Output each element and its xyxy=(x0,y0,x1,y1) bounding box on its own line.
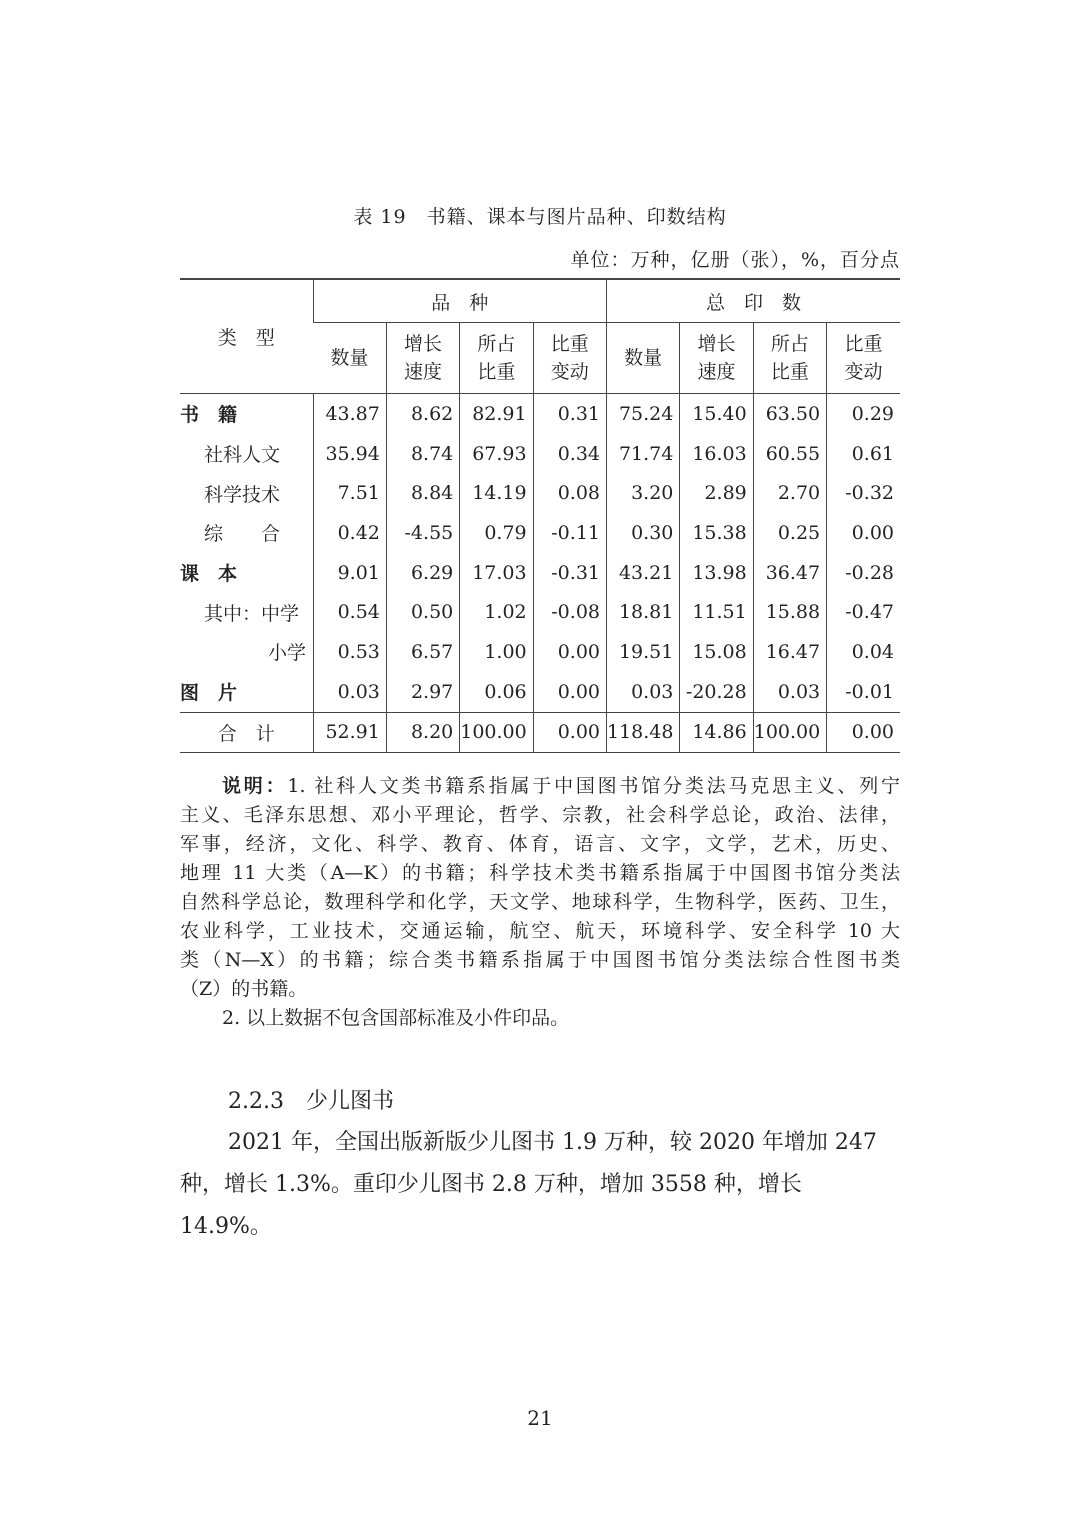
table-row xyxy=(180,632,900,672)
row-label: 其中：中学 xyxy=(204,602,300,625)
note-line xyxy=(180,859,900,888)
table-cell: 6.57 xyxy=(386,632,459,672)
note-line xyxy=(180,772,900,801)
sub-header-text: 增长 xyxy=(404,333,443,355)
table-cell: 0.79 xyxy=(460,513,533,553)
table-cell: 8.74 xyxy=(386,434,459,474)
table-cell: 0.42 xyxy=(313,513,386,553)
note-text: （Z）的书籍。 xyxy=(180,978,308,1000)
table-cell: 0.54 xyxy=(313,592,386,632)
sub-header-text: 速度 xyxy=(697,361,736,383)
table-cell: 75.24 xyxy=(607,394,680,434)
table-cell: 15.40 xyxy=(680,394,753,434)
table-cell: 7.51 xyxy=(313,473,386,513)
table-cell: 0.03 xyxy=(607,672,680,712)
note-2: 2. 以上数据不包含国部标准及小件印品。 xyxy=(222,1007,570,1029)
table-cell: 0.00 xyxy=(533,712,606,753)
note-text: 军事，经济，文化、科学、教育、体育，语言、文字，文学，艺术，历史、 xyxy=(180,833,900,855)
table-row xyxy=(180,592,900,632)
table-cell: 19.51 xyxy=(607,632,680,672)
sub-header-text: 所占 xyxy=(770,333,809,355)
note-text: 类（N—X）的书籍；综合类书籍系指属于中国图书馆分类法综合性图书类 xyxy=(180,949,900,971)
table-cell: 3.20 xyxy=(607,473,680,513)
sub-header-text: 比重 xyxy=(770,361,809,383)
sub-header xyxy=(607,323,680,394)
table-cell: -0.28 xyxy=(827,553,900,593)
table-row xyxy=(180,513,900,553)
table-cell: 100.00 xyxy=(460,712,533,753)
note-text: 地理 11 大类（A—K）的书籍；科学技术类书籍系指属于中国图书馆分类法 xyxy=(180,862,900,884)
sub-header xyxy=(460,323,533,394)
row-label: 综 合 xyxy=(204,523,281,546)
sub-header xyxy=(386,323,459,394)
note-line xyxy=(180,917,900,946)
table-cell: 14.19 xyxy=(460,473,533,513)
table-cell: 18.81 xyxy=(607,592,680,632)
sub-header xyxy=(753,323,826,394)
table-row xyxy=(180,434,900,474)
table-cell: 60.55 xyxy=(753,434,826,474)
sub-header xyxy=(680,323,753,394)
row-label: 社科人文 xyxy=(204,444,281,467)
table-cell: 100.00 xyxy=(753,712,826,753)
table-cell: 36.47 xyxy=(753,553,826,593)
sub-header-text: 速度 xyxy=(404,361,443,383)
table-cell: 9.01 xyxy=(313,553,386,593)
table-cell: 0.34 xyxy=(533,434,606,474)
section-paragraph xyxy=(180,1122,900,1248)
table-cell: -0.31 xyxy=(533,553,606,593)
table-cell: 43.21 xyxy=(607,553,680,593)
table-cell: -0.11 xyxy=(533,513,606,553)
row-label: 书 籍 xyxy=(180,404,238,427)
note-line xyxy=(180,946,900,975)
table-cell: 0.00 xyxy=(533,672,606,712)
table-cell: 1.00 xyxy=(460,632,533,672)
note-label: 说明： xyxy=(222,775,288,797)
table-cell: 16.03 xyxy=(680,434,753,474)
table-cell: 82.91 xyxy=(460,394,533,434)
table-cell: 16.47 xyxy=(753,632,826,672)
table-cell: 15.38 xyxy=(680,513,753,553)
table-cell: 8.62 xyxy=(386,394,459,434)
table-row xyxy=(180,394,900,434)
sub-header-text: 变动 xyxy=(844,361,883,383)
group-header-prints: 总 印 数 xyxy=(607,279,901,323)
note-text: 自然科学总论，数理科学和化学，天文学、地球科学，生物科学，医药、卫生， xyxy=(180,891,900,913)
data-table xyxy=(180,278,900,753)
paragraph-text: 2021 年，全国出版新版少儿图书 1.9 万种，较 2020 年增加 247 种，增长 1.3%。重印少儿图书 2.8 万种，增加 3558 种，增长 14.9%。 xyxy=(180,1130,877,1239)
table-cell: 0.00 xyxy=(533,632,606,672)
table-cell: -0.32 xyxy=(827,473,900,513)
table-row xyxy=(180,553,900,593)
table-cell: 0.53 xyxy=(313,632,386,672)
sub-header xyxy=(827,323,900,394)
sub-header-text: 比重 xyxy=(844,333,883,355)
row-label: 课 本 xyxy=(180,563,238,586)
table-cell: 0.30 xyxy=(607,513,680,553)
table-cell: 2.89 xyxy=(680,473,753,513)
type-header: 类 型 xyxy=(180,279,313,394)
table-cell: 0.29 xyxy=(827,394,900,434)
table-cell: -0.08 xyxy=(533,592,606,632)
table-unit: 单位：万种，亿册（张），%，百分点 xyxy=(570,249,900,271)
sub-header-text: 数量 xyxy=(330,347,369,369)
table-cell: 2.70 xyxy=(753,473,826,513)
note-text: 农业科学，工业技术，交通运输，航空、航天，环境科学、安全科学 10 大 xyxy=(180,920,900,942)
sub-header xyxy=(313,323,386,394)
table-cell: 0.31 xyxy=(533,394,606,434)
table-cell: 8.20 xyxy=(386,712,459,753)
table-cell: 118.48 xyxy=(607,712,680,753)
table-cell: 0.04 xyxy=(827,632,900,672)
table-cell: 67.93 xyxy=(460,434,533,474)
table-cell: 63.50 xyxy=(753,394,826,434)
note-line xyxy=(180,830,900,859)
row-label: 科学技术 xyxy=(204,483,281,506)
sub-header-text: 变动 xyxy=(550,361,589,383)
sub-header-text: 比重 xyxy=(550,333,589,355)
table-cell: 71.74 xyxy=(607,434,680,474)
table-row xyxy=(180,712,900,753)
note-line xyxy=(180,888,900,917)
table-cell: -4.55 xyxy=(386,513,459,553)
table-cell: 0.03 xyxy=(313,672,386,712)
table-cell: 0.50 xyxy=(386,592,459,632)
row-label: 小学 xyxy=(268,642,307,665)
table-cell: 0.00 xyxy=(827,712,900,753)
note-text: 主义、毛泽东思想、邓小平理论，哲学、宗教，社会科学总论，政治、法律， xyxy=(180,804,900,826)
table-cell: 17.03 xyxy=(460,553,533,593)
table-cell: 0.08 xyxy=(533,473,606,513)
table-cell: 6.29 xyxy=(386,553,459,593)
sub-header-text: 增长 xyxy=(697,333,736,355)
table-cell: 0.00 xyxy=(827,513,900,553)
note-line xyxy=(180,801,900,830)
table-cell: 2.97 xyxy=(386,672,459,712)
table-cell: -0.47 xyxy=(827,592,900,632)
sub-header-text: 数量 xyxy=(624,347,663,369)
table-cell: 0.03 xyxy=(753,672,826,712)
table-cell: 0.25 xyxy=(753,513,826,553)
row-label: 图 片 xyxy=(180,682,238,705)
table-cell: 0.06 xyxy=(460,672,533,712)
table-cell: 1.02 xyxy=(460,592,533,632)
table-notes xyxy=(180,772,900,1033)
table-cell: 14.86 xyxy=(680,712,753,753)
table-row xyxy=(180,672,900,712)
note-text: 1. 社科人文类书籍系指属于中国图书馆分类法马克思主义、列宁 xyxy=(287,775,900,797)
table-cell: 15.08 xyxy=(680,632,753,672)
table-cell: 8.84 xyxy=(386,473,459,513)
table-cell: 43.87 xyxy=(313,394,386,434)
table-cell: 13.98 xyxy=(680,553,753,593)
page-number: 21 xyxy=(527,1406,553,1430)
sub-header-text: 比重 xyxy=(477,361,516,383)
table-cell: 0.61 xyxy=(827,434,900,474)
table-row xyxy=(180,473,900,513)
row-label: 合 计 xyxy=(180,712,313,753)
table-cell: 11.51 xyxy=(680,592,753,632)
section-heading: 2.2.3 少儿图书 xyxy=(228,1089,394,1114)
table-cell: -20.28 xyxy=(680,672,753,712)
table-cell: 15.88 xyxy=(753,592,826,632)
group-header-varieties: 品 种 xyxy=(313,279,607,323)
table-cell: 52.91 xyxy=(313,712,386,753)
table-title: 表 19 书籍、课本与图片品种、印数结构 xyxy=(353,206,727,228)
sub-header-text: 所占 xyxy=(477,333,516,355)
table-cell: -0.01 xyxy=(827,672,900,712)
table-cell: 35.94 xyxy=(313,434,386,474)
note-line xyxy=(180,975,900,1004)
sub-header xyxy=(533,323,606,394)
